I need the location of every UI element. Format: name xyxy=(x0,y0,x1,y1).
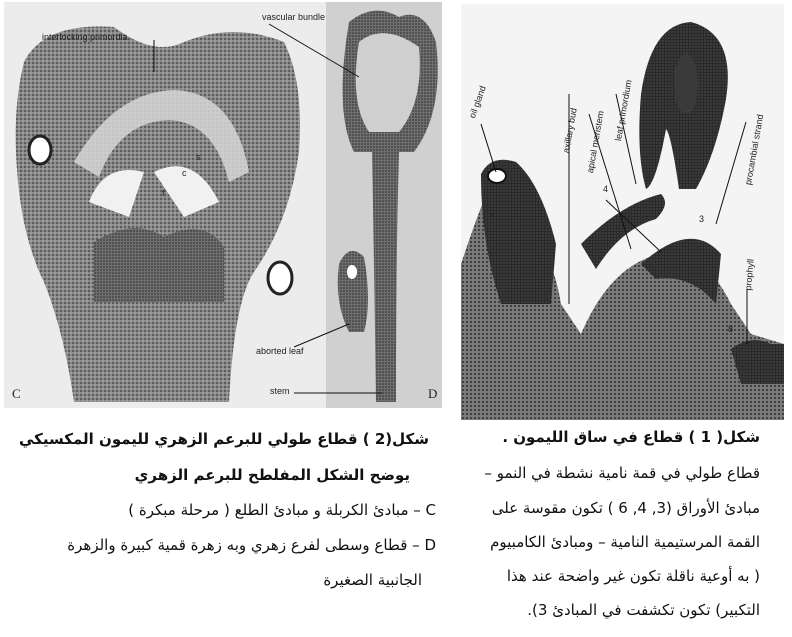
number-3: 3 xyxy=(699,214,705,224)
number-8: 8 xyxy=(728,324,734,334)
label-procambial-strand: procambial strand xyxy=(743,113,766,186)
label-apical-meristem: apical meristem xyxy=(585,109,606,174)
inner-label-s: s xyxy=(196,152,201,162)
label-stem: stem xyxy=(270,386,290,396)
panel-label-c: C xyxy=(12,386,21,401)
figure-2-item-d-line2: الجانبية الصغيرة xyxy=(323,571,422,589)
number-7: 7 xyxy=(489,212,495,222)
inner-label-c: c xyxy=(182,168,187,178)
figure-2-item-c: C – مبادئ الكربلة و مبادئ الطلع ( مرحلة مبكرة ) xyxy=(128,501,436,519)
figure-1-desc-line1: قطاع طولي في قمة نامية نشطة في النمو – xyxy=(484,464,760,482)
figure-1-desc-line4: ( به أوعية ناقلة تكون غير واضحة عند هذا xyxy=(506,567,760,585)
figure-2-title-line2: يوضح الشكل المفلطح للبرعم الزهري xyxy=(134,466,410,484)
label-oil-gland: oil gland xyxy=(467,84,488,120)
label-vascular-bundle: vascular bundle xyxy=(262,12,326,22)
label-aborted-leaf: aborted leaf xyxy=(256,346,304,356)
figure-1-title: شكل( 1 ) قطاع في ساق الليمون . xyxy=(502,428,760,446)
number-4: 4 xyxy=(603,184,609,194)
figure-2-micrograph xyxy=(4,2,442,408)
label-leaf-primordium: leaf primordium xyxy=(613,78,634,142)
figure-1-drawing xyxy=(461,4,784,420)
figure-2-title-line1: شكل(2 ) قطاع طولي للبرعم الزهري لليمون المكسيكي xyxy=(18,430,429,448)
figure-2-item-d-line1: D – قطاع وسطى لفرع زهري وبه زهرة قمية كبيرة والزهرة xyxy=(67,536,436,554)
label-prophyll: prophyll xyxy=(743,258,756,291)
figure-1-desc-line5: التكبير) تكون تكشفت في المبادئ 3). xyxy=(527,601,760,619)
label-axillary-bud: axillary bud xyxy=(561,107,579,154)
figure-1-desc-line2: مبادئ الأوراق (3, 4, 6 ) تكون مقوسة على xyxy=(491,499,760,517)
inner-label-f: f xyxy=(162,188,165,198)
figure-1-micrograph xyxy=(461,4,784,420)
label-interlocking-primordia: interlocking primordia xyxy=(42,32,128,42)
figure-1-desc-line3: القمة المرستيمية النامية – ومبادئ الكامبيوم xyxy=(490,533,760,551)
panel-label-d: D xyxy=(428,386,438,401)
figure-2-drawing xyxy=(4,2,442,408)
